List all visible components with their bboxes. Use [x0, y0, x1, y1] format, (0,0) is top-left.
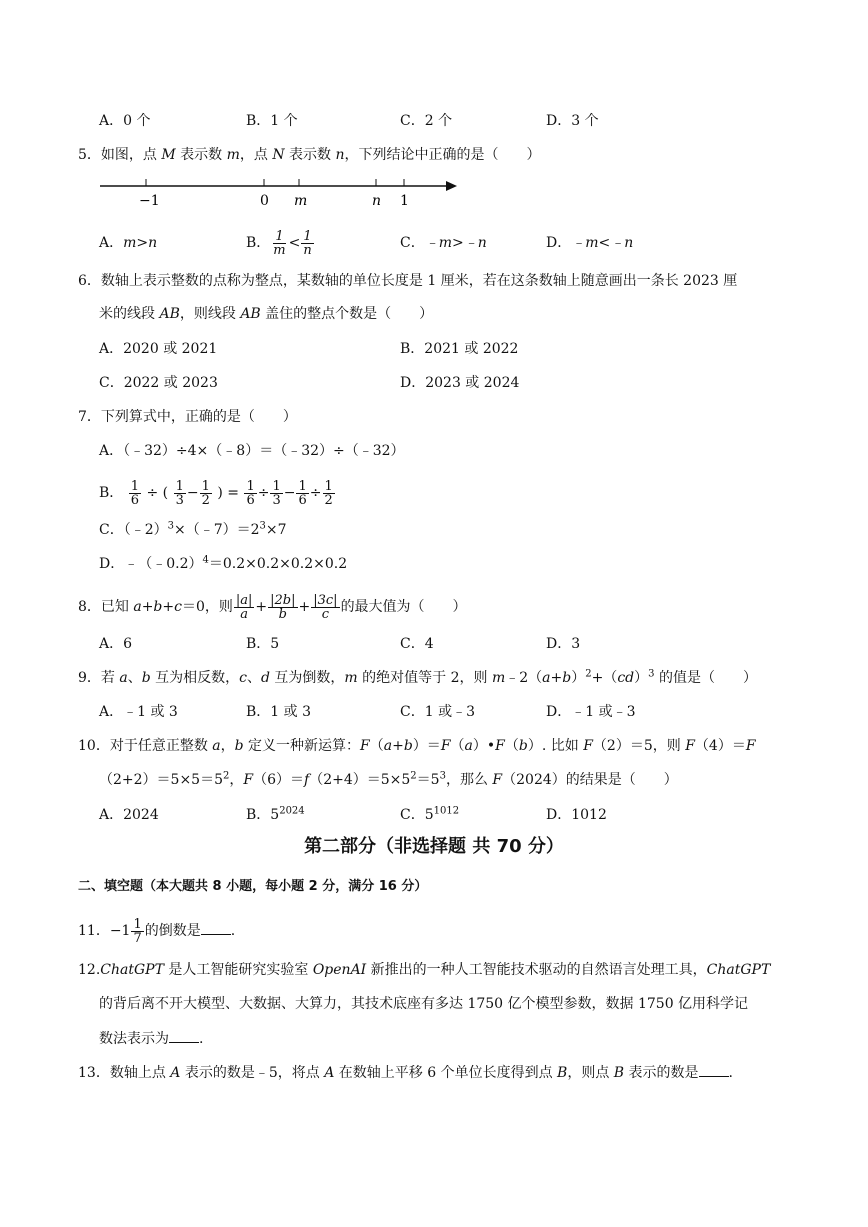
q10-option-b: B．$5^{2024}$: [246, 805, 305, 823]
q12-stem-line1: 12.ChatGPT 是人工智能研究实验室 OpenAI 新推出的一种人工智能技术驱动的自然语言处理工具，ChatGPT: [78, 962, 771, 978]
q6-stem-line1: 6．数轴上表示整数的点称为整点，某数轴的单位长度是 1 厘米，若在这条数轴上随意画出一条长 2023 厘: [78, 273, 738, 289]
q9-stem: 9．若 a、b 互为相反数，c、d 互为倒数，m 的绝对值等于 2，则 $m﹣2(a+b)^2+(cd)^3$ 的值是（ ）: [78, 668, 757, 686]
q7-option-d: D．﹣（﹣0.2）$^4$＝0.2×0.2×0.2×0.2: [99, 554, 348, 572]
q4-option-b: B．1 个: [246, 113, 298, 129]
q6-option-b: B．2021 或 2022: [400, 341, 519, 357]
axis-arrow: [446, 181, 457, 191]
q7-option-b: B． $\frac{1}{6}$ ÷ ( $\frac{1}{3}$ − $\frac{1}{2}$ ) = $\frac{1}{6}$ ÷ $\frac{1}{3}$ − $\frac{1}{6}$ ÷ $\frac{1}{2}$: [99, 478, 333, 508]
q4-option-c: C．2 个: [400, 113, 453, 129]
q5-option-d: D．﹣m<﹣n: [546, 235, 634, 251]
q12-stem-line2: 的背后离不开大模型、大数据、大算力，其技术底座有多达 1750 亿个模型参数，数据 1750 亿用科学记: [99, 996, 749, 1012]
q11-stem: 11．−1 $\frac{1}{7}$ 的倒数是 .: [78, 916, 236, 946]
label-0: 0: [260, 193, 269, 209]
q5-option-c: C．﹣m>﹣n: [400, 235, 487, 251]
label-m: m: [294, 193, 308, 209]
q9-option-a: A．﹣1 或 3: [99, 704, 178, 720]
q6-stem-line2: 米的线段 AB，则线段 AB 盖住的整点个数是（ ）: [99, 306, 434, 322]
q13-stem: 13．数轴上点 A 表示的数是﹣5，将点 A 在数轴上平移 6 个单位长度得到点 B，则点 B 表示的数是 .: [78, 1062, 733, 1083]
q10-stem-line1: 10．对于任意正整数 a，b 定义一种新运算：F（a+b）＝F（a）•F（b）. 比如 F（2）＝5，则 F（4）＝F: [78, 738, 756, 754]
q6-option-a: A．2020 或 2021: [99, 341, 218, 357]
label-neg1: −1: [139, 193, 160, 209]
q10-stem-line2: $(2+2)=5\times 5=5^2$，$F(6)=f(2+4)=5\times 5^2=5^3$，那么 F（2024）的结果是（ ）: [99, 770, 678, 788]
q12-stem-line3: 数法表示为 .: [99, 1028, 203, 1049]
q5-option-b: B． $\frac{1}{m}$ < $\frac{1}{n}$: [246, 228, 312, 258]
q8-option-a: A．6: [99, 636, 133, 652]
q10-option-d: D．1012: [546, 807, 607, 823]
q7-option-a: A．（﹣32）÷4×（﹣8）＝（﹣32）÷（﹣32）: [99, 443, 405, 459]
q9-option-b: B．1 或 3: [246, 704, 312, 720]
q11-answer-blank[interactable]: [201, 920, 231, 935]
q8-stem: 8．已知 a+b+c＝0，则 $\frac{|a|}{a}$ + $\frac{|2b|}{b}$ + $\frac{|3c|}{c}$ 的最大值为（ ）: [78, 592, 467, 622]
q7-option-c: C．$(﹣2)^3\times(﹣7)=2^3\times 7$: [99, 520, 287, 538]
q9-option-c: C．1 或﹣3: [400, 704, 475, 720]
q4-option-a: A．0 个: [99, 113, 151, 129]
q5-number-line: [95, 174, 465, 214]
section2-title: 二、填空题（本大题共 8 小题，每小题 2 分，满分 16 分）: [78, 879, 428, 894]
q6-option-d: D．2023 或 2024: [400, 375, 520, 391]
q4-option-d: D．3 个: [546, 113, 599, 129]
q13-answer-blank[interactable]: [699, 1062, 729, 1077]
label-1: 1: [400, 193, 409, 209]
q7-stem: 7．下列算式中，正确的是（ ）: [78, 409, 297, 425]
q6-option-c: C．2022 或 2023: [99, 375, 218, 391]
q10-option-a: A．2024: [99, 807, 159, 823]
label-n: n: [372, 193, 382, 209]
q10-option-c: C．$5^{1012}$: [400, 805, 460, 823]
q5-option-a: A．m>n: [99, 235, 158, 251]
q5-stem: 5．如图，点 M 表示数 m，点 N 表示数 n，下列结论中正确的是（ ）: [78, 147, 541, 163]
q12-answer-blank[interactable]: [169, 1028, 199, 1043]
part2-title: 第二部分（非选择题 共 70 分）: [304, 836, 564, 857]
q8-option-b: B．5: [246, 636, 280, 652]
q8-option-d: D．3: [546, 636, 581, 652]
q8-option-c: C．4: [400, 636, 434, 652]
q9-option-d: D．﹣1 或﹣3: [546, 704, 636, 720]
